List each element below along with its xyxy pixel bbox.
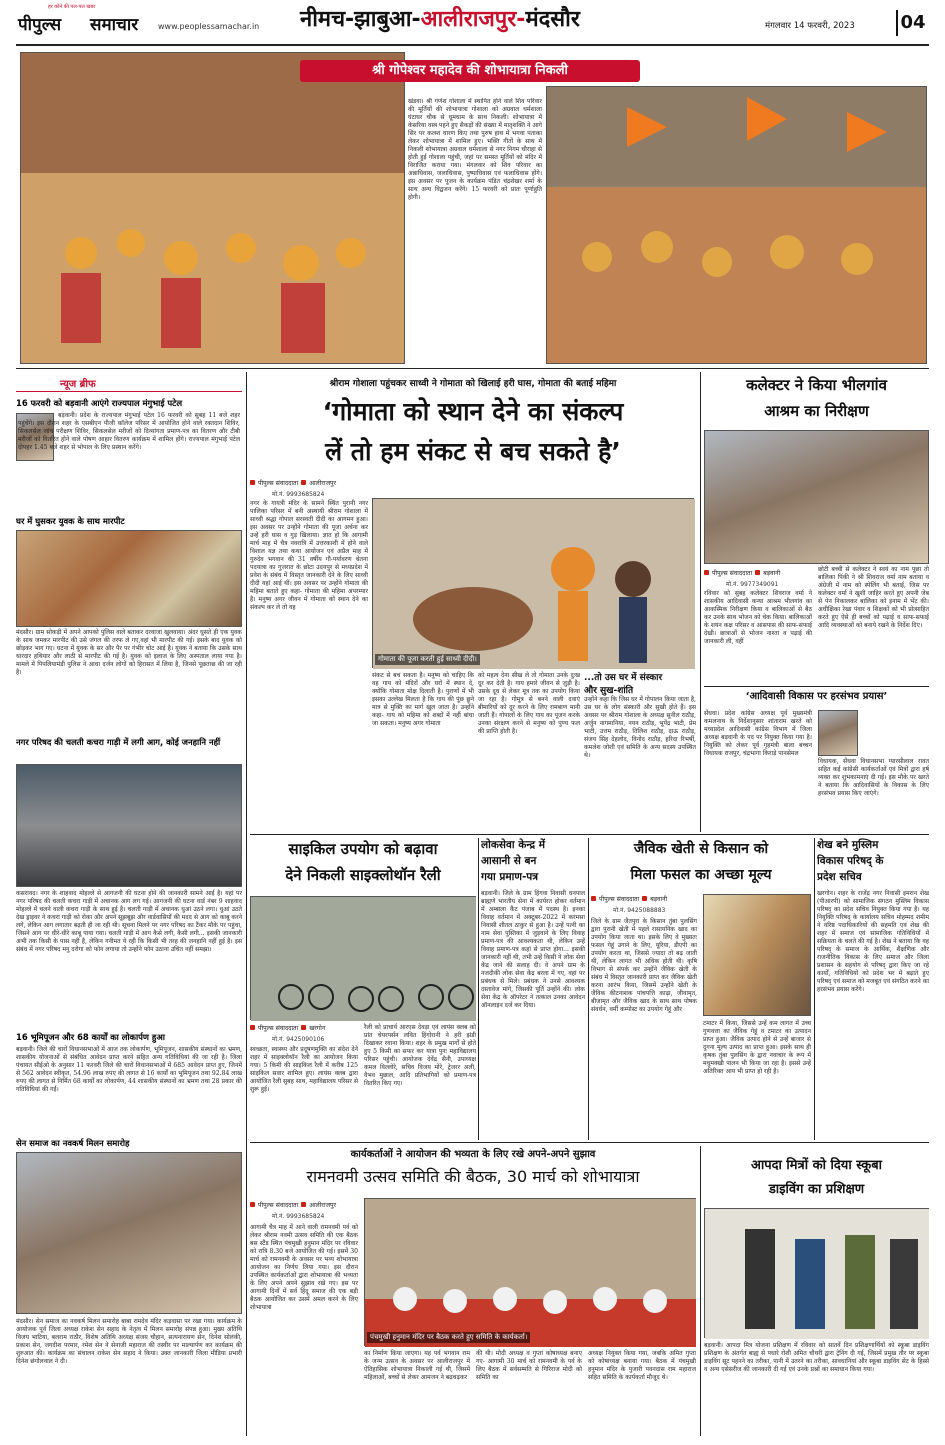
adivasi-headline: ‘आदिवासी विकास पर हरसंभव प्रयास’ [745,691,888,702]
cycle-mobile: मो.नं. 9425090106 [272,1036,325,1043]
aapda-text: बड़वानी। आपदा मित्र योजना प्रशिक्षण में रविवार को सातवें दिन प्रशिक्षणार्थियों को स्कूबा डाइविंग प्रशिक्षण के अंतर्गत बाह्य से पधारे रोशी अमित चौधरी द्वारा ट्रेनिंग दी गई, जिसमें प्रमुख तौर पर स्कूबा डाइविंग सूट पहनने का तरीका, पानी में उतरने का तरीका, सावधानियां और स्कूबा डाइविंग सेट के हिस्से व अन्य एसेसरीज की जानकारी दी गई एवं उनके प्रश्नों का समाधान किया गया। [704,1342,929,1373]
jaivik-headline-2: मिला फसल का अच्छा मूल्य [630,867,772,883]
mid-rule [250,834,929,835]
news-brief-column [16,372,242,1436]
byline-paper: पीपुल्स संवाददाता [258,1202,299,1209]
adivasi-col-1: सेंधवा। प्रदेश कांग्रेस अध्यक्ष पूर्व मुख्यमंत्री कमलनाथ के निर्देशानुसार शांताराम खरते को मध्यप्रदेश आदिवासी कांग्रेस विभाग में जिला अध्यक्ष बड़वानी के पद पर नियुक्त किया गया है। नियुक्ति को लेकर पूर्व गृहमंत्री बाला बच्चन विधायक राजपुर, चंद्रभागा किराड़े पानसेमल [704,710,812,757]
collector-photo [704,430,929,564]
jaivik-headline-1: जैविक खेती से किसान को [633,841,769,857]
collector-headline-1: कलेक्टर ने किया भीलगांव [746,376,887,394]
lokseva-text: बड़वानी। जिले के ग्राम हिंगवा निवासी धनपाल ब्राह्मणे भारतीय सेना में कार्यरत होकर वर्तमान में अम्बाला कैंट पंजाब में पदस्थ है। इनका विवाह वर्तमान में अक्टूबर-2022 में करमसा निवासी शीतल ठाकुर से हुआ है। उन्हें पत्नी का नाम सेवा पुस्तिका में जुड़वाने के लिए विवाह प्रमाण-पत्र की आवश्यकता थी, लेकिन उन्हें विवाह प्रमाण-पत्र कहां से प्राप्त होगा... इसकी जानकारी नहीं थी, तभी उन्हें किसी ने लोक सेवा केंद्र जाने की सलाह दी। वे अपने ग्राम के नजदीकी लोक सेवा केंद्र बरला में गए, वहां पर प्रबंधक से मिले। प्रबंधक ने उनसे आवश्यक दस्तावेज मांगे, जिसकी पूर्ति उन्होंने की। लोक सेवा केंद्र के ऑपरेटर ने तत्काल उनका आवेदन ऑनलाइन दर्ज कर दिया। [481,890,585,1009]
column-divider-5 [814,838,815,1140]
aapda-headline-2: डाइविंग का प्रशिक्षण [768,1182,865,1197]
gomata-col-4: उन्होंने कहा कि जिस घर में गोपालन किया जाता है, उस घर के लोग संस्कारी और सुखी होते हैं। इस अवसर पर श्रीराम गोशाला के अध्यक्ष सुनील राठौड़, अर्जुन नागमानिया, नयन राठौड़, भूपेंद्र भाटी, प्रेम भाटी, उत्तम राठौड़, तिलिश राठौड़, दाऊ राठौड़, संजय सिंह देहलोद, विनोद राठौड़, हरिदा रिभर्षी, कमलेश जोशी एवं समिति के अन्य सदस्य उपस्थित थे। [584,696,696,759]
procession-illustration [21,53,405,364]
collector-mobile: मो.नं. 9977349091 [726,581,779,588]
gomata-col-3: को महत्व देना सीख ले तो गोमाता उनके दुःख दूर कर देती है। गाय हमारे जीवन से जुड़ी है। उसके दूध से लेकर मूत्र तक का उपयोग किया जा रहा है। गोमूत्र से बनने वाली दवाएं बीमारियों को दूर करने के लिए रामबाण मानी जाती हैं। गोपालों के लिए गाय का पूजन करके उनका संरक्षण करने से मनुष्य को पुण्य फल की प्राप्ति होती है। [478,672,580,735]
region-title-3: मंदसौर [525,7,580,32]
byline-pin-icon [301,1025,306,1030]
brief-4-text: बड़वानी। जिले की चारों विधानसभाओं में आज तक लोकार्पण, भूमिपूजन, शासकीय संस्थानों का भ्रमण, शासकीय योजनाओं से संबंधित आवेदन प्राप्त करने सहित अन्य गतिविधियां की जा रही है। जिला पंचायत सीईओ के अनुसार 11 फरवरी जिले की चारों विधानसभाओं में 685 आवेदन प्राप्त हुए, जिनमें से 562 आवेदन स्वीकृत, 54.96 लाख रुपए की लागत से 16 कार्यों का भूमिपूजन तथा 92.84 लाख रुपए की लागत से निर्मित 68 कार्यों का लोकार्पण, 44 शासकीय संस्थानों का भ्रमण तथा 28 प्रकार की गतिविधियां की गईं। [16,1046,242,1093]
adivasi-col-2: विधायक, सेंधवा विधानसभा ग्यारसीलाल रावत सहित कई कांग्रेसी कार्यकर्ताओं एवं मित्रों द्वारा हर्ष व्यक्त कर शुभकामनाएं दी गई। इस मौके पर खरते ने बताया कि आदिवासियों के विकास के लिए हरसंभव प्रयास किए जाएंगे। [818,758,929,797]
scuba-illustration [705,1209,929,1339]
shekh-headline-2: विकास परिषद् के [817,855,884,867]
column-divider-1 [246,372,247,1436]
column-divider-4 [588,838,589,1140]
top-photo-left [20,52,405,364]
top-story-banner [300,60,640,82]
cycle-byline [250,1023,325,1032]
brief-3-photo [16,764,242,887]
gomata-photo-caption: गोमाता की पूजा करती हुई साध्वी दीदी। [375,654,480,665]
cycle-col-2: रैली को प्राचार्य आरएस देवड़ा एवं लायंस क्लब को प्रांत चेयरपर्सन लवित हिंगोरानी ने हरी झंडी दिखाकर रवाना किया। शहर के प्रमुख मार्गों से होते हुए 5 किमी का सफर कर यात्रा पुनः महाविद्यालय परिसर पहुंची। आयोजक देवेंद्र सैनी, उपाध्यक्ष कमल विल्लोरे, सचिव विजय मोरे, ट्रेजरर अली, वैभव मुछाल, आदि प्रतिभागियों को प्रमाण-पत्र वितरित किए गए। [364,1024,476,1087]
adivasi-rule [704,686,929,687]
collector-byline [704,568,780,577]
byline-place: आलीराजपुर [309,480,337,487]
meeting-illustration [365,1199,696,1347]
ramnavami-byline [250,1200,336,1209]
brief-5-head: सेन समाज का नवकर्ष मिलन समारोह [16,1138,130,1148]
ramnavami-col-4: अध्यक्ष नियुक्त किया गया, जबकि अमित गुप्ता को कोषाध्यक्ष बनाया गया। बैठक में पंचमुखी हनुमान मंदिर के पुजारी पवनदास राम महाराज सहित समिति के कार्यकर्ता मौजूद थे। [588,1350,696,1381]
byline-dot-icon [250,480,255,485]
logo-wordmark-2: समाचार [90,15,139,35]
brief-2-head: घर में घुसकर युवक के साथ मारपीट [16,516,125,526]
byline-dot-icon [250,1202,255,1207]
column-divider-2 [700,372,701,832]
lokseva-headline-3: गया प्रमाण-पत्र [481,871,539,883]
aapda-photo [704,1208,929,1338]
masthead-website[interactable]: www.peoplessamachar.in [158,22,260,31]
region-title-2: आलीराजपुर- [420,7,526,32]
masthead-logo [18,4,153,38]
gomata-col-2: संकट से बच सकता है। मनुष्य को चाहिए कि वह गाय को मंदिरों और घरों में स्थान दे, क्योंकि गोमाता मोक्ष दिलाती है। पुराणों में भी इसका उल्लेख मिलता है कि गाय की पूंछ छूने मात्र से मुक्ति का मार्ग खुल जाता है। उन्होंने कहा- गाय को महिमा को शब्दों में नहीं बांधा जा सकता। मनुष्य अगर गोमाता [372,672,474,727]
cycle-photo [250,896,476,1020]
gomata-byline [250,478,336,487]
gomata-mobile: मो.नं. 9993685824 [272,491,325,498]
cycle-story [250,838,476,1140]
collector-col-1: रविवार को सुबह कलेक्टर शिवराज वर्मा ने शासकीय आदिवासी कन्या आश्रम भीलगांव का आकस्मिक निरीक्षण किया व बालिकाओं से बैठ कर उनके साथ भोजन को चेक किया। बालिकाओं के शयन कक्ष परिसर व आसपास की साफ-सफाई देखी। छात्राओं से भोजन नाश्ता व पढ़ाई की जानकारी ली, वहीं [704,590,812,645]
jaivik-photo [703,894,811,1016]
ramnavami-headline: रामनवमी उत्सव समिति की बैठक, 30 मार्च को शोभायात्रा [306,1167,640,1186]
byline-pin-icon [301,1202,306,1207]
shekh-headline-3: प्रदेश सचिव [817,871,862,883]
lokseva-headline-2: आसानी से बन [481,855,537,867]
gomata-headline-1: ‘गोमाता को स्थान देने का संकल्प [322,397,624,426]
brief-2-photo [16,530,242,627]
brief-3-text: कसरावद। नगर के शाहवाद मोहल्ले से आगजनी की घटना होने की जानकारी सामने आई है। यहां पर नगर परिषद की चलती कचरा गाड़ी में अचानक आग लग गई। आगजनी की घटना वार्ड नंबर 9 शाहवाद मोहल्ले में चलने वाली कचरा गाड़ी के साथ हुई है। चलती गाड़ी में अचानक धुआं उठने लगा। धुआं उठते देख ड्राइवर ने कचरा गाड़ी को रोका और अपने सूझबूझ और वार्डवासियों की मदद से आग को काबू करने लगे, लेकिन आग लगातार बढ़ती ही जा रही थी। सूचना मिलने पर नगर परिषद का टैंकर मौके पर पहुंचा, जिसने आग पर धीरे-धीरे काबू पाया गया। चलती गाड़ी में आग कैसे लगी, कैसी लगी... इसकी जानकारी अभी तक किसी के पास नहीं है, लेकिन गनीमत ये रही कि किसी भी तरह की जनहानि नहीं हुई है। इस संबंध में नगर परिषद मनु दरोगा को फोन लगाया तो उन्होंने फोन उठाना उचित नहीं समझा। [16,890,242,953]
collector-col-2: छोटी बच्ची से कलेक्टर ने स्वयं का नाम पूछा तो बालिका पिंकी ने श्री शिवराज वर्मा नाम बताया व अंग्रेजी में नाम को स्पेलिंग भी बताई, जिस पर कलेक्टर वर्मा ने खुशी जाहिर करते हुए अपनी जेब से पेन निकालकर बालिका को इनाम में भेंट की। अधीक्षिका रेखा पंवार व शिक्षकों को भी प्रोत्साहित करते हुए ऐसे ही बच्चों को पढ़ाई व साफ-सफाई आदि व्यवस्थाओं को बनाये रखने के निर्देश दिए। [818,566,929,629]
collector-headline-2: आश्रम का निरीक्षण [764,402,869,420]
brief-1-head: 16 फरवरी को बड़वानी आएंगे राज्यपाल मंगुभाई पटेल [16,398,183,408]
top-story-text: खंडवा। श्री गणेश गोशाला में स्थापित होने वाले शिव परिवार की मूर्तियों की शोभायात्रा गोशाला को अग्रवाल धर्मशाला घंटाघर चौक से धूमधाम के साथ निकली। शोभायात्रा में केसरिया वस्त्र पहने हुए सैकड़ों की संख्या में मातृशक्ति ने आगे सिर पर कलश धारण किए तथा पुरुष हाथ में भगवा पताका लेकर शोभायात्रा में शामिल हुए। भक्ति गीतों के साथ में निकली शोभायात्रा अग्रवाल धर्मशाला से नगर निगम चौराहा से होती हुई गोशाला पहुंची, जहां पर समस्त मूर्तियों को मंदिर में विराजित कराया गया। मंगलवार को शिव परिवार का अन्नाधिवास, जलाधिवास, पुष्पाधिवास एवं फलाधिवास होंगे। इस अवसर पर पूजन के कार्यक्रम पंडित चंद्रशेखर शर्मा के साथ अन्य विद्वजन करेंगे। 15 फरवरी को प्रातः पूर्णाहुति होगी। [408,98,542,201]
ramnavami-story [250,1146,696,1436]
logo-tagline: हर कोने की पल-पल खबर [48,4,96,10]
gomata-photo [372,498,694,668]
shekh-story [817,838,929,1140]
cycle-col-1: स्वच्छता, स्वास्थ्य और प्रदूषणमुक्ति का संदेश देने शहर में साइक्लोथॉन रैली का आयोजन किया गया। 5 किमी की साइकिल रैली में करीब 125 साइकिल सवार शामिल हुए। लायंस क्लब द्वारा आयोजित रैली सुबह साथ, महाविद्यालय परिसर से शुरू हुई। [250,1046,358,1093]
brief-1-text: बड़वानी। प्रदेश के राज्यपाल मंगुभाई पटेल 16 फरवरी को सुबह 11 बजे शहर पहुंचेंगे। इस दौरान शहर के एसबीएन पीजी कॉलेज परिसर में आयोजित होने वाले रक्तदान शिविर, सिकलसेल जांच परीक्षण शिविर, सिकलसेल मरीजों को दिव्यांगता प्रमाण-पत्र का वितरण और टीबी मरीजों को वितरित होने वाले पोषण आहार वितरण कार्यक्रम में शामिल होंगे। राज्यपाल मंगुभाई पटेल दोपहर 1.45 बजे शहर से भोपाल के लिए प्रस्थान करेंगे। [18,412,240,451]
jaivik-mobile: मो.नं. 9425088883 [613,907,666,914]
byline-pin-icon [755,570,760,575]
region-title-1: नीमच-झाबुआ- [300,7,421,32]
byline-paper: पीपुल्स संवाददाता [258,480,299,487]
byline-place: खरगोन [309,1025,326,1032]
byline-paper: पीपुल्स संवाददाता [258,1025,299,1032]
ramnavami-col-3: की थी। मोदी अध्यक्ष व गुप्ता कोषाध्यक्ष बनाए गए- आगामी 30 मार्च को रामनवमी के पर्व के लिए बैठक में सर्वसम्मति से गिरिराज मोदी को समिति का [476,1350,582,1381]
procession-flags-illustration [547,87,927,364]
news-brief-title: न्यूज ब्रीफ [60,379,96,390]
page-number: 04 [896,10,928,36]
logo-wordmark: पीपुल्स [18,15,62,35]
sadhvi-cow-illustration [373,499,695,669]
byline-dot-icon [250,1025,255,1030]
brief-5-text: मंदसौर। सेन समाज का नवकर्ष मिलन समारोह बाबा रामदेव मंदिर कड़वासा पर रखा गया। कार्यक्रम के आयोजक पूर्व जिला अध्यक्ष राकेश सेन सहाद के नेतृत्व में मिलन समारोह संपन्न हुआ। मुख्य अतिथि विजय भाटिया, बलराम राठौर, विशेष अतिथि अध्यक्ष संजय चौहान, सत्यनारायण सेन, दिनेश सोलंकी, प्रकाश सेन, जगदीश परमार, रमेश सेन ने सेनाजी महाराज की तस्वीर पर माल्यार्पण कर कार्यक्रम की शुरुआत की। कार्यक्रम का संचालन राकेश सेन सहाद ने किया। उक्त जानकारी जिला मीडिया प्रभारी दिनेश छंगोलवाल ने दी। [16,1318,242,1365]
byline-dot-icon [704,570,709,575]
adivasi-story [704,690,929,832]
gomata-subhead-1: ...तो उस घर में संस्कार [584,673,663,683]
ramnavami-photo-caption: पंचमुखी हनुमान मंदिर पर बैठक करते हुए समिति के कार्यकर्ता। [367,1332,530,1343]
byline-place: आलीराजपुर [309,1202,337,1209]
ramnavami-col-1: आगामी चैत्र माह में आने वाली रामनवमी पर्व को लेकर श्रीराम नवमी उत्सव समिति की एक बैठक बस स्टैंड स्थित पंचमुखी हनुमान मंदिर पर रविवार को रात्रि 8.30 बजे आयोजित की गई। इसमें 30 मार्च को रामनवमी के अवसर पर भव्य शोभायात्रा आयोजन का निर्णय लिया गया। इस दौरान उपस्थित कार्यकर्ताओं द्वारा शोभायात्रा की भव्यता के लिए अपने अपने सुझाव रखे गए। इस पर आगामी दिनों में सर्व हिंदू समाज की एक बड़ी बैठक आयोजित कर उसमें अमल करने के लिए शोभायात्रा [250,1224,358,1311]
byline-pin-icon [301,480,306,485]
issue-date: मंगलवार 14 फरवरी, 2023 [765,21,855,31]
jaivik-story [591,838,811,1140]
lokseva-headline-1: लोकसेवा केन्द्र में [481,839,546,851]
top-story-rule [16,368,929,369]
byline-pin-icon [642,896,647,901]
jaivik-col-2: टमाटर में किया, जिससे उन्हें कम लागत में उच्च गुणवत्ता का जैविक गेहूं व टमाटर का उत्पादन प्राप्त हुआ। जैविक उत्पाद होने से उन्हें बाजार से दुगना मूल्य उत्पाद का प्राप्त हुआ। इसके साथ ही कृषक तुंबा पुलसिंग के द्वारा नवाचार के रूप में मधुमक्खी पालन भी किया जा रहा है। इससे उन्हें अतिरिक्त आय भी प्राप्त हो रही है। [703,1020,811,1075]
shekh-headline-1: शेख बने मुस्लिम [817,839,879,851]
cycle-headline-1: साइकिल उपयोग को बढ़ावा [288,840,438,858]
region-title [300,3,720,39]
lower-rule [250,1142,929,1143]
shekh-text: खरगोन। शहर के राजेंद्र नगर निवासी इमरान शेख (पीआरपी) को सामाजिक संगठन मुस्लिम विकास परिषद् का प्रदेश सचिव नियुक्त किया गया है। यह नियुक्ति परिषद् के कार्यालय सचिव मोहम्मद शमीम ने वरिष्ठ पदाधिकारियों की सहमति एवं शेख की शहर में समाज एवं सामाजिक गतिविधियों में सक्रियता के चलते की गई है। शेख ने बताया कि वह परिषद् के समाज के आर्थिक, शैक्षणिक और राजनीतिक विकास के लिए समाज और जिला प्रशासन के सहयोग से परिषद् द्वारा किए जा रहे कार्यों, गतिविधियों को प्रदेश भर में बढ़ाते हुए परिषद् एवं समाज को मजबूत एवं संगठित करने का हरसंभव प्रयास करेंगे। [817,890,929,993]
collector-story [704,372,929,682]
lokseva-story [481,838,585,1140]
brief-5-photo [16,1152,242,1314]
ramnavami-kicker: कार्यकर्ताओं ने आयोजन की भव्यता के लिए रखे अपने-अपने सुझाव [350,1149,596,1160]
aapda-story [704,1146,929,1436]
masthead [0,0,945,44]
adivasi-photo [818,710,858,756]
top-photo-right [546,86,927,364]
news-brief-label [16,376,242,392]
cyclists-illustration [251,897,476,1021]
column-divider-3 [478,838,479,1140]
cycle-headline-2: देने निकली साइक्लोथॉन रैली [285,866,441,884]
brief-4-head: 16 भूमिपूजन और 68 कार्यों का लोकार्पण हुआ [16,1032,165,1042]
jaivik-byline [591,894,667,903]
byline-paper: पीपुल्स संवाददाता [599,896,640,903]
gomata-story [250,372,696,832]
byline-place: बड़वानी [650,896,668,903]
byline-dot-icon [591,896,596,901]
byline-place: बड़वानी [763,570,781,577]
gomata-subhead-2: और सुख-शांति [584,686,634,696]
jaivik-col-1: जिले के ग्राम जैतपुरा के किसान तुंबा पुलसिंग द्वारा पुरानी खेती में पहले रासायनिक खाद का उपयोग किया जाता था। इसके लिए वे मुख्यतः फसल गेहूं उगाने के लिए, यूरिया, डीएपी का उपयोग करता था, जिससे ज्यादा तो बढ़ जाती थी, लेकिन लागत भी अधिक होती थी। कृषि विभाग से संपर्क कर उन्होंने जैविक खेती के संबंध में विस्तृत जानकारी प्राप्त कर जैविक खेती करना आरंभ किया, जिसमें उन्होंने खेती के जैविक कीटनाशक पांचपत्ति काढ़ा, जीवामृत, बीजामृत और जैविक खाद के साथ साथ पोषक संवर्धन, वर्मी कम्पोस्ट का उपयोग गेहूं और [591,918,697,1013]
masthead-rule [16,44,929,46]
ramnavami-col-2: का निर्माण किया जाएगा। यह पर्व भगवान राम के जन्म उत्सव के अवसर पर आलीराजपुर में ऐतिहासिक शोभायात्रा निकाली गई थी, जिसमें महिलाओं, बच्चों से लेकर आमजन ने बढ़चढ़कर [364,1350,470,1381]
brief-3-head: नगर परिषद की चलती कचरा गाड़ी में लगी आग, कोई जनहानि नहीं [16,737,221,747]
aapda-headline-1: आपदा मित्रों को दिया स्कूबा [750,1158,883,1173]
ramnavami-photo [364,1198,696,1346]
gomata-col-1: नगर के गायत्री मंदिर के सामने स्थित पुरानी नगर पालिका परिसर में बनी अस्थायी श्रीराम गोशाला में साध्वी श्रद्धा गोपाल सरस्वती दीदी का आगमन हुआ। इस अवसर पर उन्होंने गोमाता की पूजा अर्चना कर उन्हें हरी घास व गुड़ खिलाया। ज्ञात हो कि आगामी मार्च माह में चैत्र नवरात्रि में उत्तरकाशी में होने वाले विशाल यज्ञ तथा कथा आयोजन एवं अप्रैल माह में गुरुदेव भगवान की 31 वर्षीय गौ-पर्यावरण चेतना पदयात्रा का गुजरात के छोटा उदयपुर से मध्यप्रदेश में प्रवेश के संबंध में विस्तृत जानकारी देने के लिए साध्वी दीदी यहां आई थीं। इस अवसर पर उन्होंने गोमाता की महिमा बताते हुए कहा- गोमाता की महिमा अपरम्पार है। मनुष्य अगर जीवन में गोमाता को स्थान देने का संकल्प कर ले तो वह [250,500,368,611]
ramnavami-mobile: मो.नं. 9993685824 [272,1213,325,1220]
byline-paper: पीपुल्स संवाददाता [712,570,753,577]
column-divider-6 [700,1146,701,1436]
top-story-headline: श्री गोपेश्वर महादेव की शोभायात्रा निकली [372,63,568,78]
gomata-kicker: श्रीराम गोशाला पहुंचकर साध्वी ने गोमाता को खिलाई हरी घास, गोमाता की बताई महिमा [329,379,617,389]
gomata-headline-2: लें तो हम संकट से बच सकते है’ [325,437,621,466]
brief-2-text: मंदसौर। ग्राम सोकड़ी में अपने आपको पुलिस वाले बताकर दरवाजा खुलवाया। अंदर घुसते ही एक युवक के साथ जमकर मारपीट की उसे जंगल की तरफ ले गए,वहां भी मारपीट की गई। इसके बाद युवक को छोड़कर भाग गए। घटना में युवक के सर और पैर पर गंभीर चोट आई है। युवक ने बताया कि उसके साथ धारदार हथियार और लाठी से मारपीट की गई है। युवक को इलाज के लिए अस्पताल लाया गया है। मामले में पिपलियामंडी पुलिस ने आधा दर्जन लोगों को हिरासत में लिया है, जिनसे पूछताछ की जा रही है। [16,629,242,676]
